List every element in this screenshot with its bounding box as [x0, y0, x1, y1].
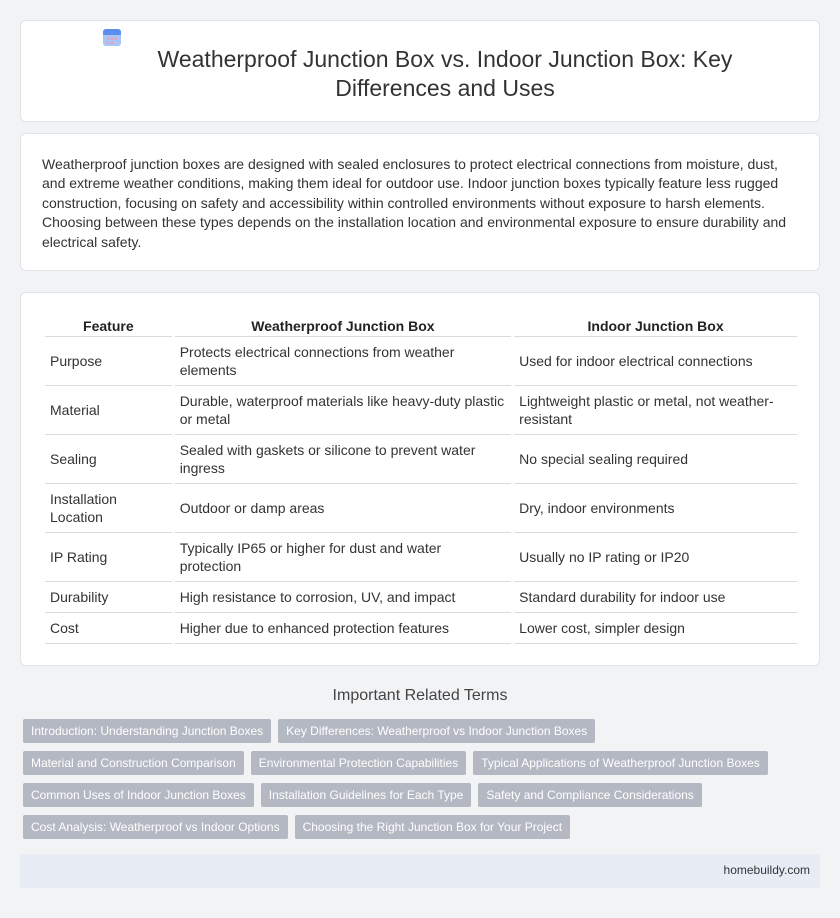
- table-row: [45, 533, 797, 582]
- cell-feature: Material: [45, 386, 172, 435]
- page-title: Weatherproof Junction Box vs. Indoor Junction Box: Key Differences and Uses: [157, 46, 733, 101]
- table-row: [45, 386, 797, 435]
- cell-indoor: Lower cost, simpler design: [514, 613, 797, 644]
- cell-indoor: Standard durability for indoor use: [514, 582, 797, 613]
- cell-indoor: Lightweight plastic or metal, not weather-resistant: [514, 386, 797, 435]
- related-term-tag[interactable]: Safety and Compliance Considerations: [478, 783, 701, 807]
- comparison-table: [42, 315, 800, 644]
- table-row: [45, 337, 797, 386]
- related-term-tag[interactable]: Typical Applications of Weatherproof Junction Boxes: [473, 751, 768, 775]
- intro-paragraph: Weatherproof junction boxes are designed with sealed enclosures to protect electrical connections from moisture, dust, and extreme weather conditions, making them ideal for outdoor use. Indoor junction boxes typically feature less rugged construction, focusing on safety and accessibility within controlled environments without exposure to harsh elements. Choosing between these types depends on the installation location and environmental exposure to ensure durability and electrical safety.: [42, 156, 787, 250]
- cell-weatherproof: Protects electrical connections from weather elements: [175, 337, 511, 386]
- related-term-tag[interactable]: Installation Guidelines for Each Type: [261, 783, 472, 807]
- table-row: [45, 613, 797, 644]
- cell-indoor: Dry, indoor environments: [514, 484, 797, 533]
- cell-feature: IP Rating: [45, 533, 172, 582]
- related-term-tag[interactable]: Choosing the Right Junction Box for Your Project: [295, 815, 571, 839]
- table-row: [45, 435, 797, 484]
- table-header-row: [45, 315, 797, 337]
- cell-weatherproof: Outdoor or damp areas: [175, 484, 511, 533]
- cell-indoor: Usually no IP rating or IP20: [514, 533, 797, 582]
- intro-card: [20, 133, 820, 271]
- related-term-tag[interactable]: Common Uses of Indoor Junction Boxes: [23, 783, 254, 807]
- related-terms-list: [23, 719, 803, 847]
- cell-weatherproof: High resistance to corrosion, UV, and impact: [175, 582, 511, 613]
- header-feature: Feature: [45, 315, 172, 337]
- comparison-table-card: [20, 292, 820, 666]
- header-indoor: Indoor Junction Box: [514, 315, 797, 337]
- table-row: [45, 484, 797, 533]
- cell-indoor: No special sealing required: [514, 435, 797, 484]
- footer-site-link[interactable]: homebuildy.com: [723, 863, 810, 877]
- cell-weatherproof: Durable, waterproof materials like heavy-duty plastic or metal: [175, 386, 511, 435]
- cell-feature: Sealing: [45, 435, 172, 484]
- header-weatherproof: Weatherproof Junction Box: [175, 315, 511, 337]
- cell-feature: Durability: [45, 582, 172, 613]
- cell-indoor: Used for indoor electrical connections: [514, 337, 797, 386]
- cell-weatherproof: Higher due to enhanced protection features: [175, 613, 511, 644]
- table-row: [45, 582, 797, 613]
- cell-weatherproof: Sealed with gaskets or silicone to prevent water ingress: [175, 435, 511, 484]
- related-term-tag[interactable]: Cost Analysis: Weatherproof vs Indoor Options: [23, 815, 288, 839]
- title-card: [20, 20, 820, 122]
- cell-feature: Purpose: [45, 337, 172, 386]
- related-term-tag[interactable]: Introduction: Understanding Junction Boxes: [23, 719, 271, 743]
- related-terms-title: Important Related Terms: [332, 687, 508, 704]
- cell-feature: Installation Location: [45, 484, 172, 533]
- related-term-tag[interactable]: Material and Construction Comparison: [23, 751, 244, 775]
- related-term-tag[interactable]: Environmental Protection Capabilities: [251, 751, 466, 775]
- footer: [20, 854, 820, 888]
- cell-feature: Cost: [45, 613, 172, 644]
- cell-weatherproof: Typically IP65 or higher for dust and water protection: [175, 533, 511, 582]
- related-term-tag[interactable]: Key Differences: Weatherproof vs Indoor Junction Boxes: [278, 719, 595, 743]
